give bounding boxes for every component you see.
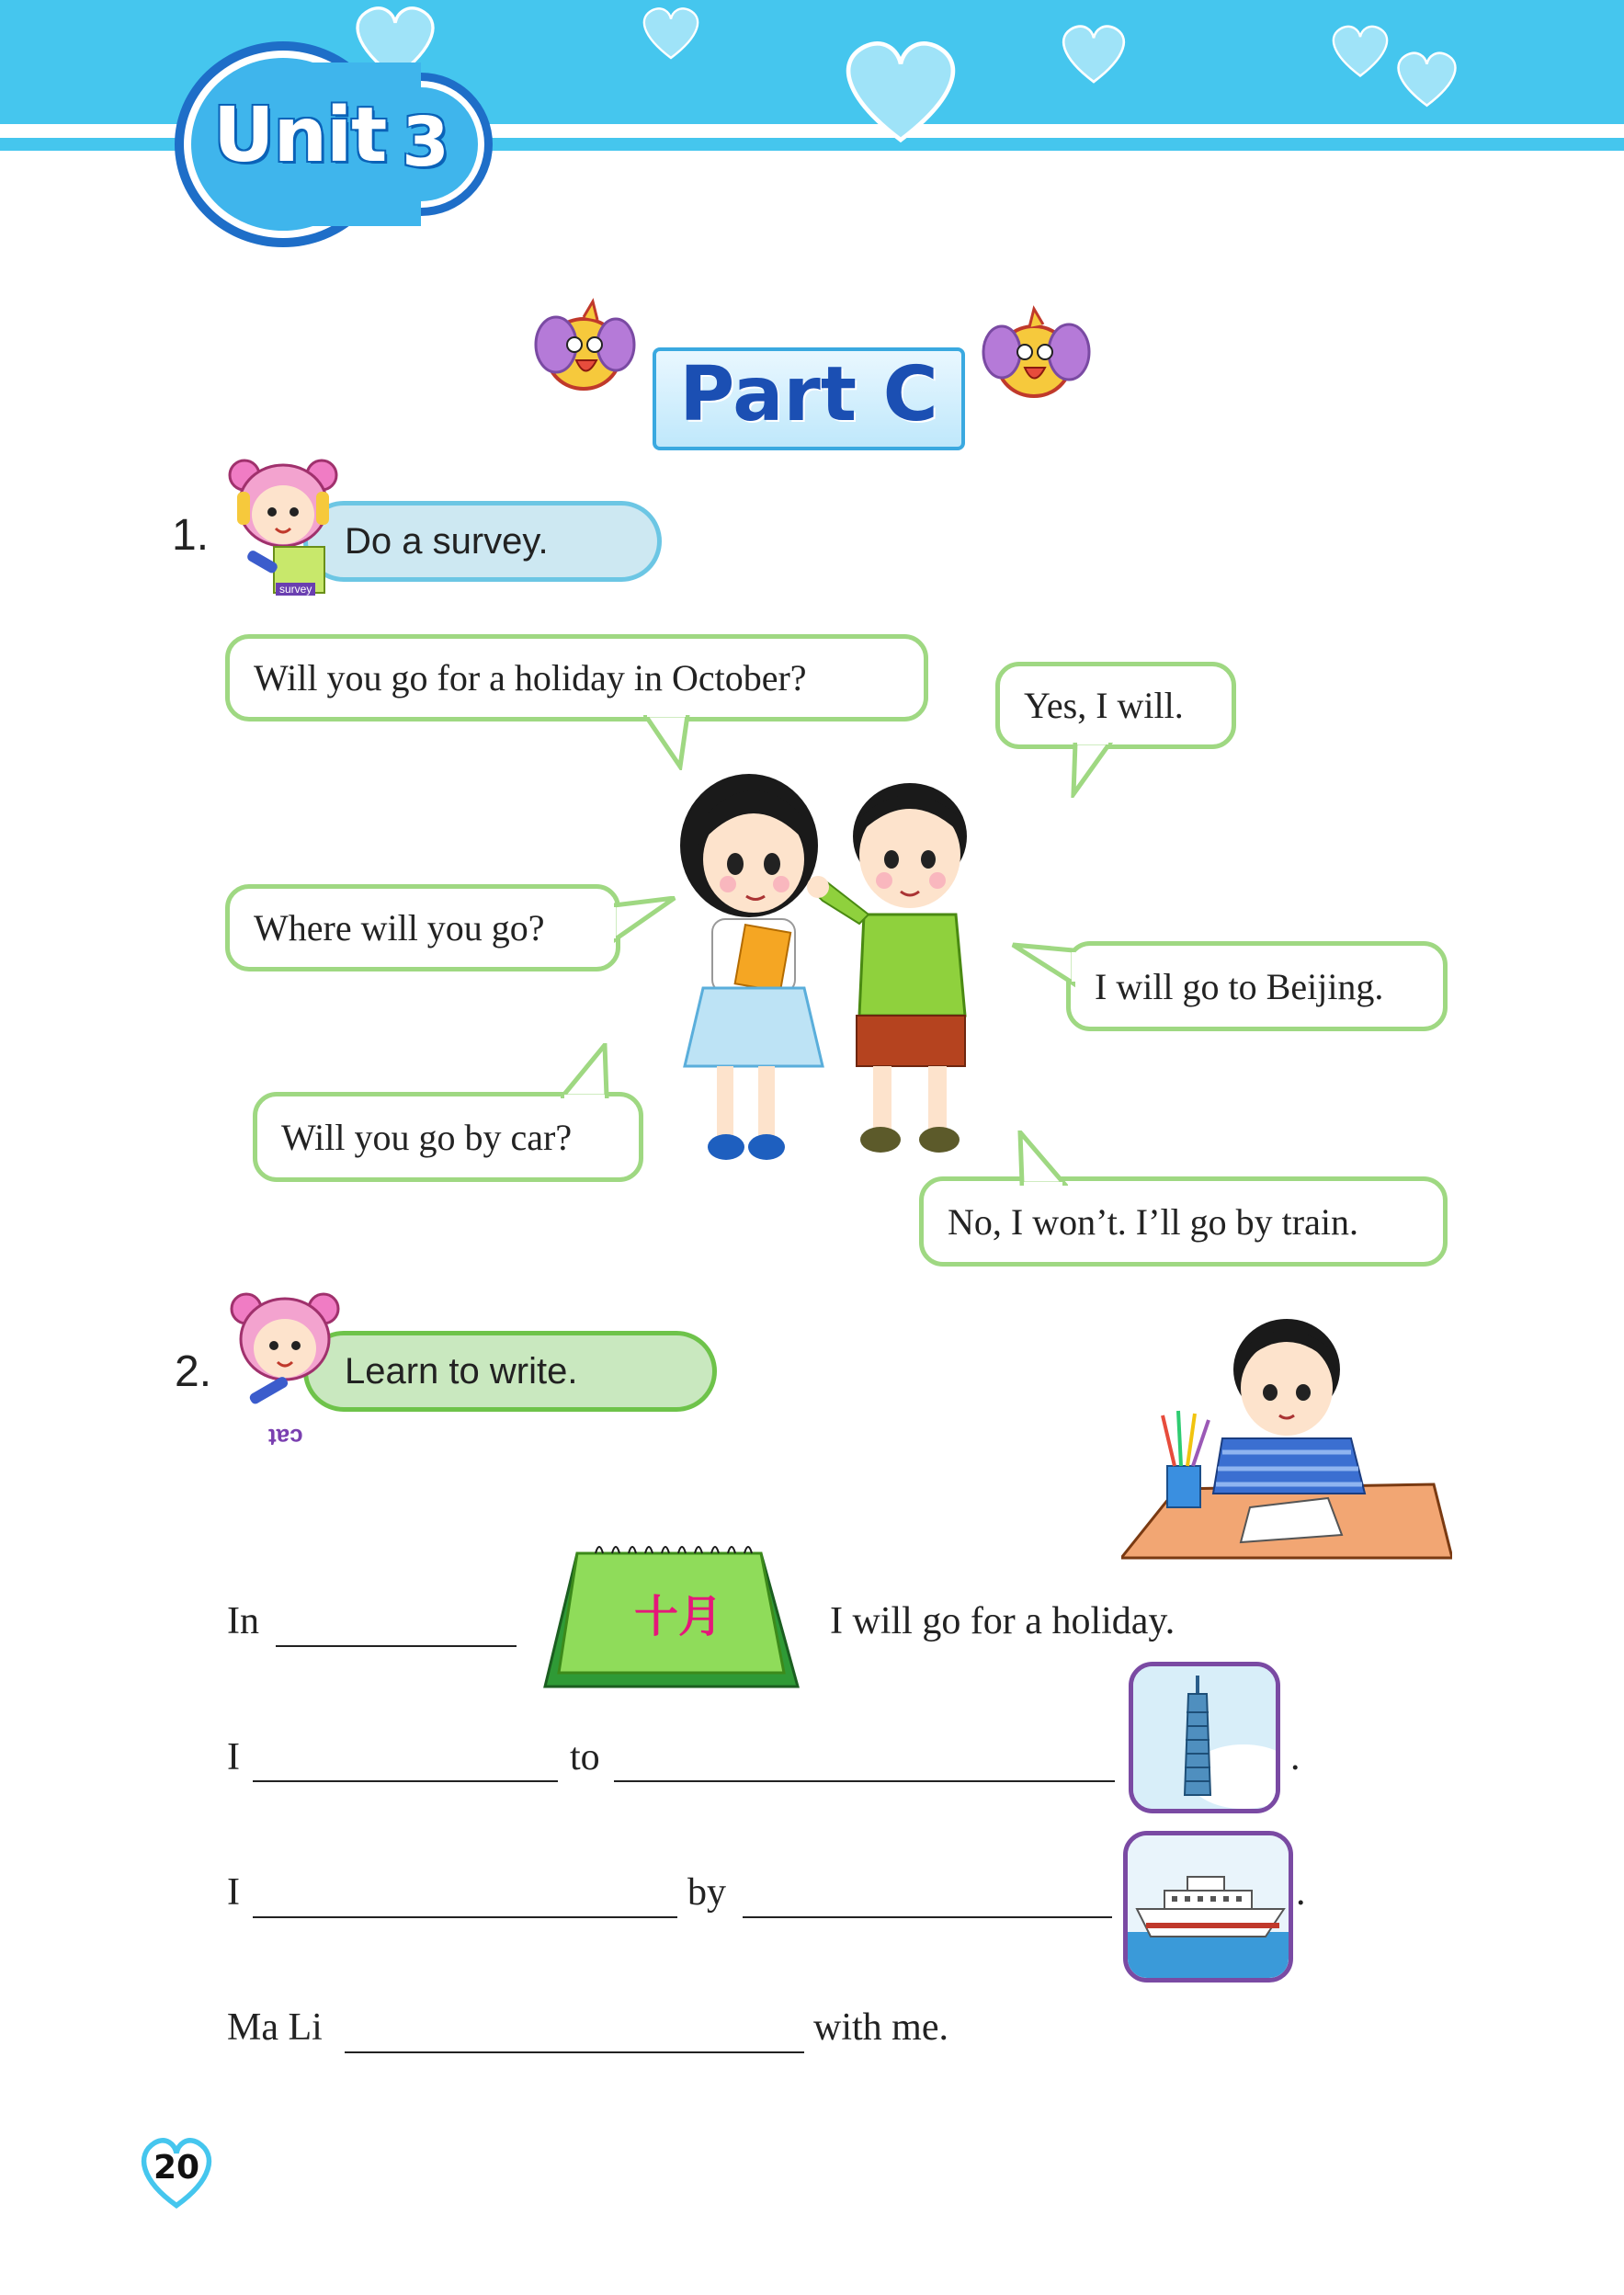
speech-bubble	[919, 1176, 1448, 1267]
boy-writing-illustration	[1121, 1305, 1452, 1572]
heart-icon	[634, 0, 708, 64]
children-illustration	[643, 763, 1057, 1176]
mascot-girl-writing-icon	[230, 1289, 340, 1436]
speech-bubble	[995, 662, 1236, 749]
section-1-number: 1.	[172, 511, 210, 560]
heart-icon	[1323, 20, 1397, 80]
survey-tag: survey	[276, 583, 315, 596]
cat-tag: cat	[268, 1424, 303, 1451]
blank-verb[interactable]	[253, 1780, 558, 1782]
ship-icon	[1128, 1835, 1289, 1978]
section-2-number: 2.	[175, 1347, 212, 1396]
line2-to: to	[570, 1736, 600, 1778]
part-title: Part C	[679, 351, 938, 438]
blank-month[interactable]	[276, 1645, 517, 1647]
tower-picture	[1129, 1662, 1280, 1813]
line4-start: Ma Li	[227, 2006, 323, 2049]
unit-number: 3	[402, 103, 449, 182]
section-2-instruction: Learn to write.	[303, 1331, 717, 1412]
bird-icon	[528, 294, 648, 404]
blank-place[interactable]	[614, 1780, 1115, 1782]
speech-bubble	[225, 634, 928, 721]
line3-by: by	[687, 1871, 726, 1914]
heart-icon	[1388, 46, 1466, 110]
line4-end: with me.	[813, 2006, 948, 2049]
line1-start: In	[227, 1600, 259, 1642]
heart-icon	[1052, 18, 1135, 87]
speech-bubble	[1066, 941, 1448, 1031]
bubble-text: Will you go for a holiday in October?	[254, 657, 807, 699]
bubble-text: I will go to Beijing.	[1095, 965, 1384, 1007]
bubble-text: Yes, I will.	[1024, 685, 1184, 726]
blank-ma-li[interactable]	[345, 2051, 804, 2053]
calendar-month-text: 十月	[634, 1591, 723, 1642]
line2-period: .	[1290, 1736, 1300, 1778]
speech-bubble	[253, 1092, 643, 1182]
blank-transport[interactable]	[743, 1916, 1112, 1918]
bubble-tail	[643, 715, 698, 770]
line3-period: .	[1296, 1871, 1306, 1914]
blank-verb-2[interactable]	[253, 1916, 677, 1918]
line3-start: I	[227, 1871, 240, 1914]
unit-label: Unit	[213, 92, 387, 179]
page-number: 20	[153, 2149, 200, 2187]
bird-icon	[979, 301, 1098, 412]
mascot-girl-survey-icon	[228, 455, 338, 602]
bubble-text: Where will you go?	[254, 907, 545, 949]
bubble-tail	[1066, 743, 1121, 798]
bubble-text: No, I won’t. I’ll go by train.	[948, 1200, 1358, 1243]
section-1-instruction: Do a survey.	[303, 501, 662, 582]
speech-bubble	[225, 884, 620, 971]
bubble-tail	[561, 1043, 616, 1098]
line1-end: I will go for a holiday.	[830, 1600, 1175, 1642]
line2-start: I	[227, 1736, 240, 1778]
heart-icon	[827, 32, 974, 147]
ship-picture	[1123, 1831, 1293, 1983]
bubble-text: Will you go by car?	[281, 1116, 573, 1158]
taipei-tower-icon	[1133, 1666, 1276, 1809]
